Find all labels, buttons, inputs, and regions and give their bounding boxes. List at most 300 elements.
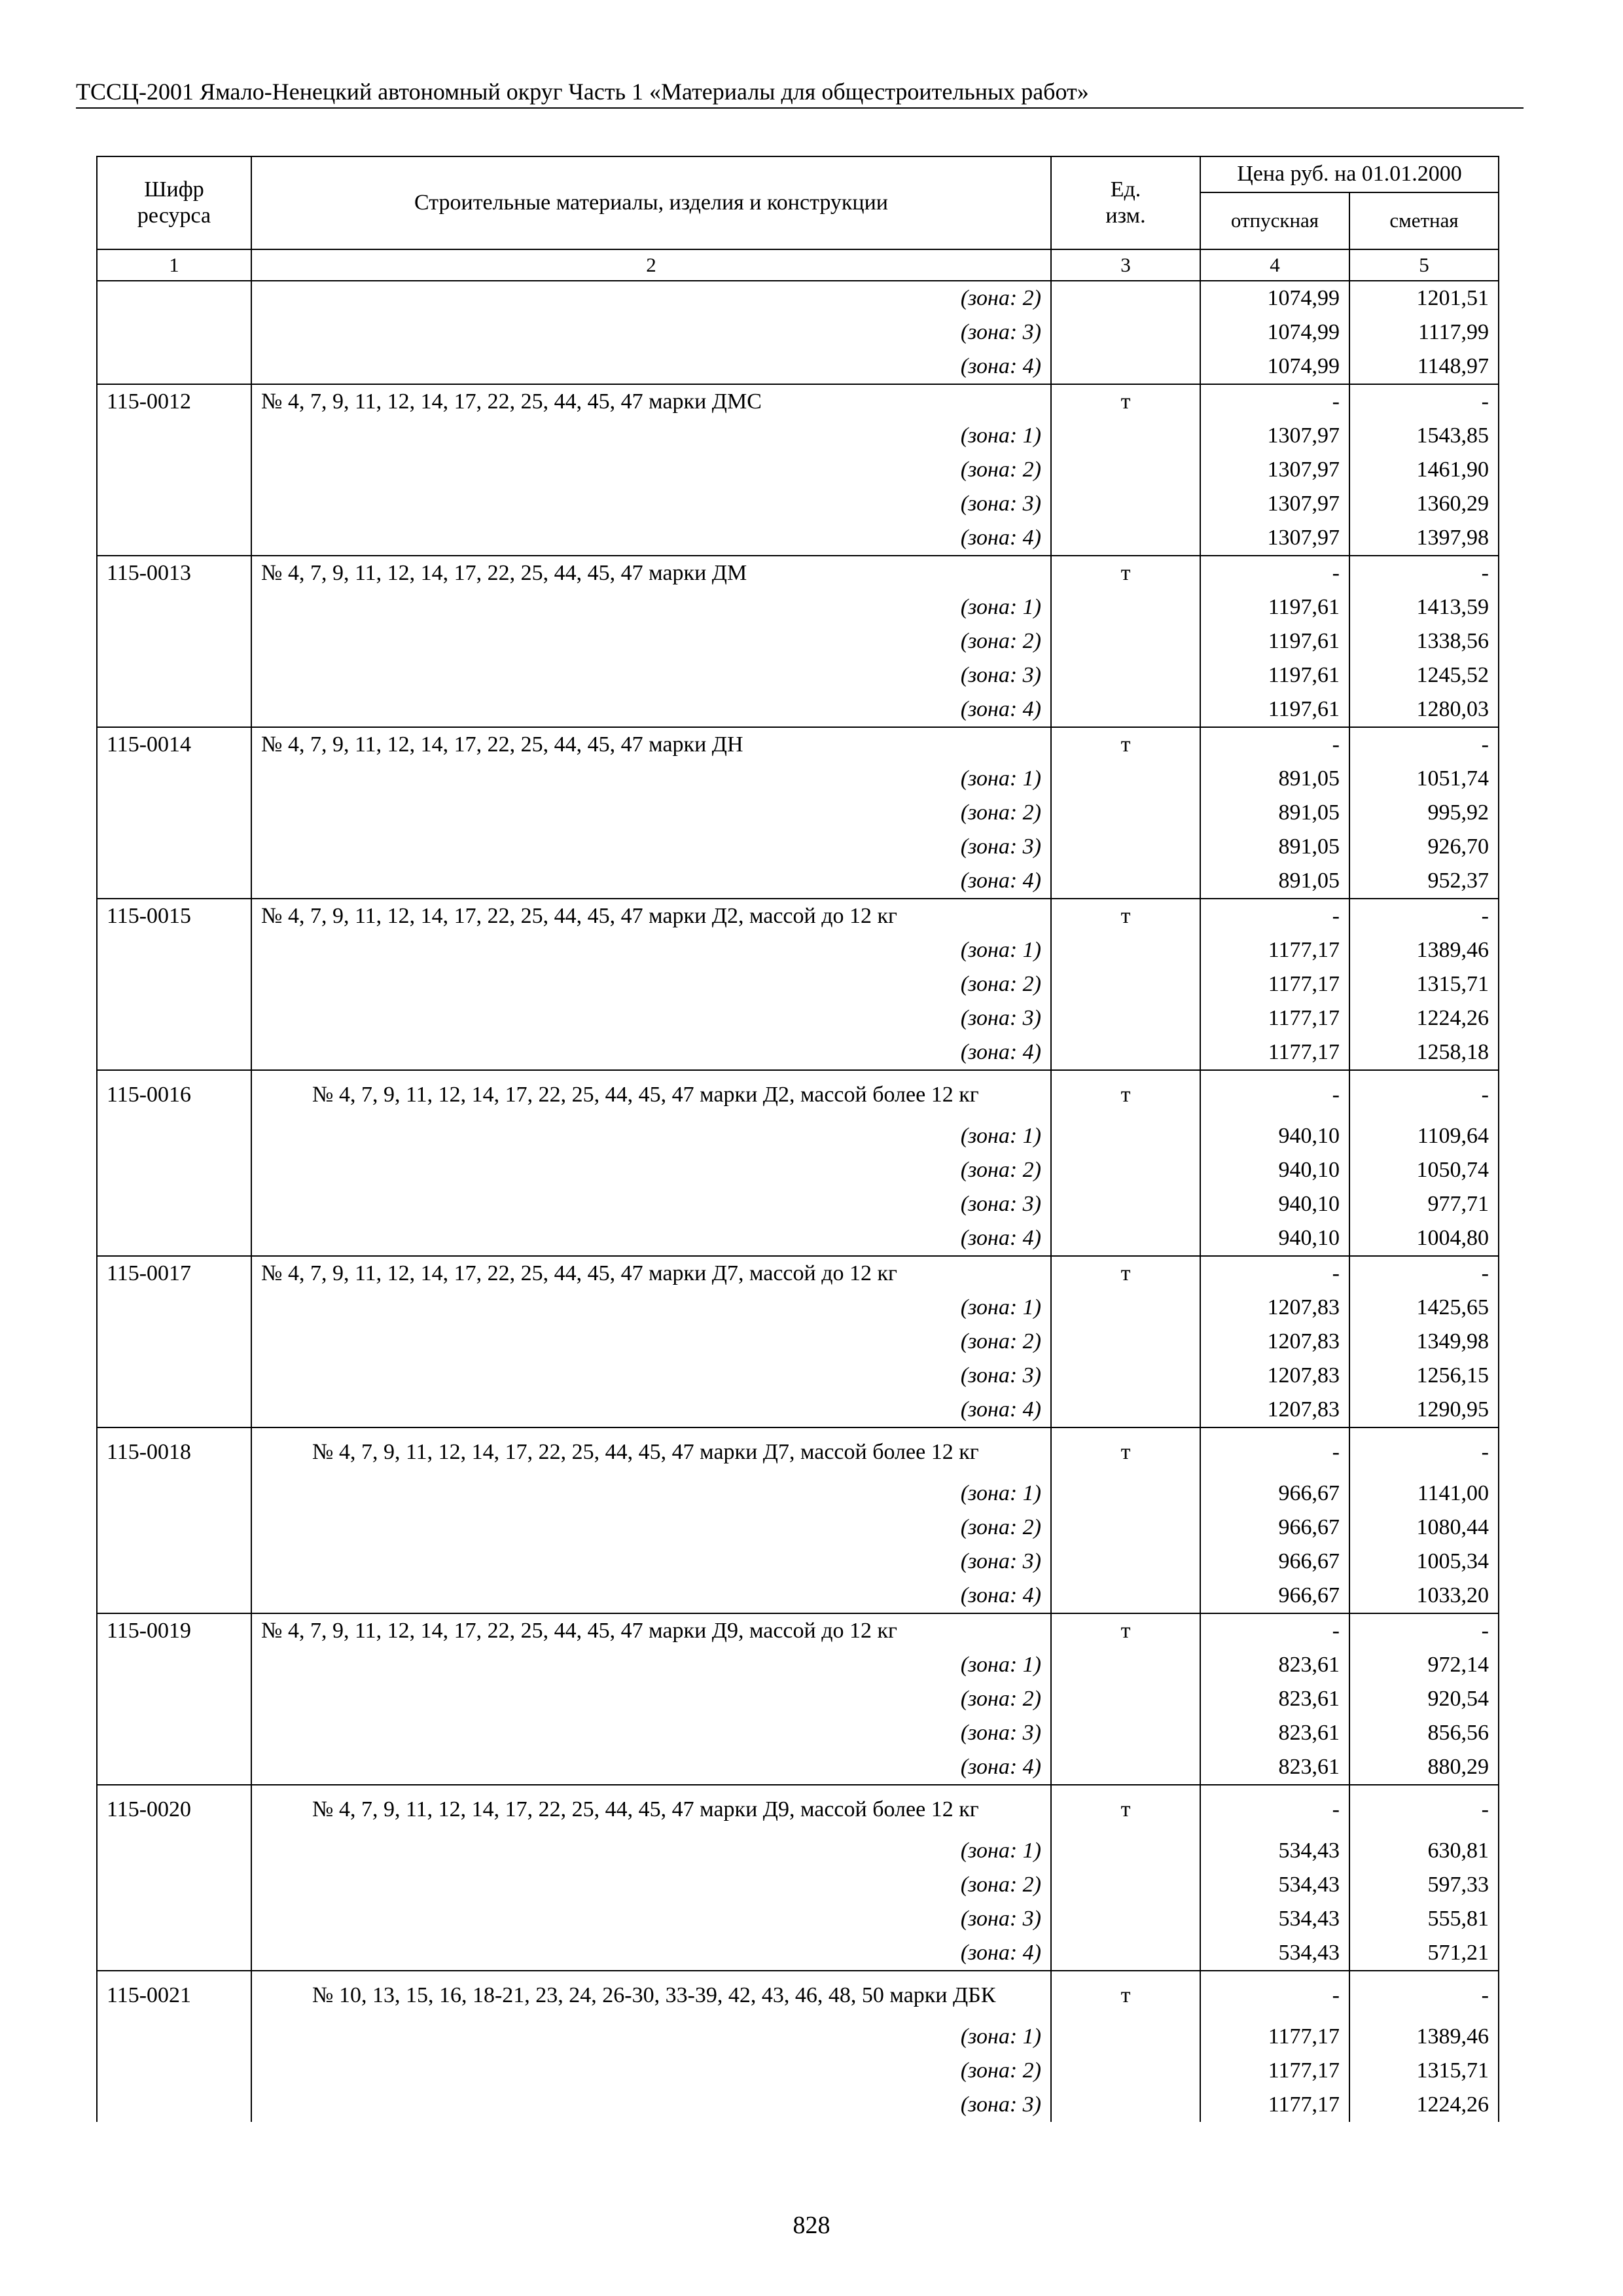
resource-code — [97, 1716, 251, 1750]
release-price: 940,10 — [1200, 1221, 1349, 1256]
unit-of-measure — [1051, 624, 1200, 658]
resource-code — [97, 1291, 251, 1325]
zone-label: (зона: 3) — [251, 1716, 1051, 1750]
zone-row — [97, 658, 1499, 692]
zone-row — [97, 1682, 1499, 1716]
resource-code — [97, 762, 251, 796]
estimate-price: - — [1349, 556, 1499, 590]
release-price: 891,05 — [1200, 762, 1349, 796]
release-price: 966,67 — [1200, 1545, 1349, 1579]
zone-row — [97, 692, 1499, 727]
zone-row — [97, 315, 1499, 350]
estimate-price: 920,54 — [1349, 1682, 1499, 1716]
zone-label: (зона: 3) — [251, 2088, 1051, 2122]
unit-of-measure: т — [1051, 727, 1200, 762]
zone-label: (зона: 4) — [251, 1750, 1051, 1785]
release-price: 1074,99 — [1200, 350, 1349, 384]
estimate-price: - — [1349, 899, 1499, 933]
zone-label: (зона: 3) — [251, 658, 1051, 692]
resource-code — [97, 1579, 251, 1613]
document-header: ТССЦ-2001 Ямало-Ненецкий автономный округ Часть 1 «Материалы для общестроительных работ» — [76, 79, 1089, 105]
resource-row — [97, 556, 1499, 590]
resource-code — [97, 2088, 251, 2122]
estimate-price: - — [1349, 1613, 1499, 1648]
resource-code: 115-0013 — [97, 556, 251, 590]
estimate-price: 1141,00 — [1349, 1477, 1499, 1511]
unit-of-measure — [1051, 1511, 1200, 1545]
estimate-price: 926,70 — [1349, 830, 1499, 864]
estimate-price: 995,92 — [1349, 796, 1499, 830]
estimate-price: 1050,74 — [1349, 1153, 1499, 1187]
zone-label: (зона: 3) — [251, 1545, 1051, 1579]
zone-row — [97, 2088, 1499, 2122]
header-rule — [76, 107, 1524, 109]
resource-code — [97, 315, 251, 350]
estimate-price: 972,14 — [1349, 1648, 1499, 1682]
unit-of-measure — [1051, 1035, 1200, 1070]
estimate-price: - — [1349, 1070, 1499, 1119]
release-price: 1207,83 — [1200, 1325, 1349, 1359]
unit-of-measure — [1051, 1936, 1200, 1971]
resource-name-text: № 4, 7, 9, 11, 12, 14, 17, 22, 25, 44, 45, 47 марки ДМС — [261, 389, 762, 414]
estimate-price: 977,71 — [1349, 1187, 1499, 1221]
unit-of-measure — [1051, 419, 1200, 453]
estimate-price: 1315,71 — [1349, 2054, 1499, 2088]
estimate-price: 1224,26 — [1349, 2088, 1499, 2122]
resource-name — [251, 1427, 1051, 1477]
zone-label: (зона: 3) — [251, 1359, 1051, 1393]
estimate-price: - — [1349, 1785, 1499, 1834]
zone-row — [97, 1834, 1499, 1868]
zone-label: (зона: 3) — [251, 1902, 1051, 1936]
price-table — [96, 156, 1499, 2122]
unit-of-measure: т — [1051, 1070, 1200, 1119]
estimate-price: 1315,71 — [1349, 967, 1499, 1001]
resource-name — [251, 1256, 1051, 1291]
resource-code — [97, 1119, 251, 1153]
zone-row — [97, 1579, 1499, 1613]
release-price: - — [1200, 1256, 1349, 1291]
zone-row — [97, 2054, 1499, 2088]
zone-label: (зона: 3) — [251, 830, 1051, 864]
unit-of-measure — [1051, 1393, 1200, 1427]
unit-of-measure — [1051, 1187, 1200, 1221]
zone-label: (зона: 1) — [251, 762, 1051, 796]
resource-name — [251, 556, 1051, 590]
estimate-price: 1080,44 — [1349, 1511, 1499, 1545]
zone-row — [97, 1001, 1499, 1035]
resource-name — [251, 384, 1051, 419]
zone-row — [97, 864, 1499, 899]
zone-label: (зона: 1) — [251, 2020, 1051, 2054]
resource-row — [97, 1427, 1499, 1477]
release-price: - — [1200, 384, 1349, 419]
zone-label: (зона: 1) — [251, 419, 1051, 453]
release-price: 534,43 — [1200, 1936, 1349, 1971]
column-number: 5 — [1349, 249, 1499, 281]
unit-of-measure — [1051, 1648, 1200, 1682]
resource-code: 115-0015 — [97, 899, 251, 933]
release-price: 534,43 — [1200, 1902, 1349, 1936]
unit-of-measure — [1051, 864, 1200, 899]
zone-label: (зона: 2) — [251, 1868, 1051, 1902]
zone-label: (зона: 1) — [251, 933, 1051, 967]
release-price: - — [1200, 556, 1349, 590]
release-price: 1177,17 — [1200, 933, 1349, 967]
unit-of-measure — [1051, 1477, 1200, 1511]
estimate-price: 1280,03 — [1349, 692, 1499, 727]
zone-row — [97, 2020, 1499, 2054]
unit-of-measure — [1051, 1545, 1200, 1579]
unit-of-measure — [1051, 1119, 1200, 1153]
zone-row — [97, 1187, 1499, 1221]
resource-row — [97, 1613, 1499, 1648]
zone-label: (зона: 2) — [251, 453, 1051, 487]
unit-of-measure — [1051, 2020, 1200, 2054]
unit-of-measure — [1051, 1868, 1200, 1902]
unit-of-measure — [1051, 2054, 1200, 2088]
estimate-price: 1349,98 — [1349, 1325, 1499, 1359]
unit-of-measure — [1051, 281, 1200, 315]
release-price: 1207,83 — [1200, 1291, 1349, 1325]
zone-row — [97, 1393, 1499, 1427]
zone-row — [97, 1545, 1499, 1579]
unit-of-measure — [1051, 796, 1200, 830]
unit-of-measure — [1051, 1359, 1200, 1393]
resource-code: 115-0020 — [97, 1785, 251, 1834]
column-number: 1 — [97, 249, 251, 281]
resource-code — [97, 830, 251, 864]
resource-code — [97, 1545, 251, 1579]
resource-row — [97, 384, 1499, 419]
estimate-price: 1413,59 — [1349, 590, 1499, 624]
release-price: 823,61 — [1200, 1716, 1349, 1750]
zone-row — [97, 933, 1499, 967]
release-price: 1307,97 — [1200, 521, 1349, 556]
estimate-price: 1397,98 — [1349, 521, 1499, 556]
resource-row — [97, 1070, 1499, 1119]
unit-of-measure — [1051, 1579, 1200, 1613]
release-price: 534,43 — [1200, 1868, 1349, 1902]
resource-code — [97, 1682, 251, 1716]
release-price: 891,05 — [1200, 830, 1349, 864]
estimate-price: - — [1349, 384, 1499, 419]
estimate-price: 952,37 — [1349, 864, 1499, 899]
zone-label: (зона: 3) — [251, 1187, 1051, 1221]
unit-of-measure — [1051, 315, 1200, 350]
estimate-price: 597,33 — [1349, 1868, 1499, 1902]
unit-of-measure: т — [1051, 556, 1200, 590]
estimate-price: 1543,85 — [1349, 419, 1499, 453]
resource-code: 115-0016 — [97, 1070, 251, 1119]
release-price: - — [1200, 1070, 1349, 1119]
resource-code — [97, 487, 251, 521]
column-number: 3 — [1051, 249, 1200, 281]
resource-code — [97, 281, 251, 315]
zone-label: (зона: 4) — [251, 864, 1051, 899]
column-header-code — [97, 156, 251, 249]
zone-row — [97, 796, 1499, 830]
release-price: 823,61 — [1200, 1648, 1349, 1682]
zone-label: (зона: 4) — [251, 1035, 1051, 1070]
zone-label: (зона: 4) — [251, 1393, 1051, 1427]
zone-row — [97, 419, 1499, 453]
unit-of-measure: т — [1051, 1427, 1200, 1477]
estimate-price: 571,21 — [1349, 1936, 1499, 1971]
column-header-code-label: Шифр ресурса — [137, 177, 211, 228]
release-price: - — [1200, 1971, 1349, 2020]
column-header-name: Строительные материалы, изделия и конструкции — [251, 156, 1051, 249]
resource-code — [97, 1477, 251, 1511]
zone-row — [97, 521, 1499, 556]
zone-row — [97, 1153, 1499, 1187]
release-price: - — [1200, 899, 1349, 933]
estimate-price: 1256,15 — [1349, 1359, 1499, 1393]
resource-code — [97, 419, 251, 453]
estimate-price: 1389,46 — [1349, 2020, 1499, 2054]
zone-row — [97, 967, 1499, 1001]
estimate-price: 1117,99 — [1349, 315, 1499, 350]
resource-code — [97, 1221, 251, 1256]
unit-of-measure — [1051, 1291, 1200, 1325]
zone-label: (зона: 2) — [251, 624, 1051, 658]
release-price: 940,10 — [1200, 1187, 1349, 1221]
unit-of-measure — [1051, 1001, 1200, 1035]
zone-label: (зона: 2) — [251, 967, 1051, 1001]
zone-label: (зона: 4) — [251, 521, 1051, 556]
zone-label: (зона: 1) — [251, 590, 1051, 624]
resource-code — [97, 2020, 251, 2054]
resource-code — [97, 1001, 251, 1035]
resource-code: 115-0017 — [97, 1256, 251, 1291]
estimate-price: 1224,26 — [1349, 1001, 1499, 1035]
resource-code — [97, 521, 251, 556]
resource-code — [97, 350, 251, 384]
zone-row — [97, 1291, 1499, 1325]
unit-of-measure: т — [1051, 1785, 1200, 1834]
resource-name — [251, 727, 1051, 762]
resource-code — [97, 624, 251, 658]
resource-code — [97, 1035, 251, 1070]
unit-of-measure — [1051, 521, 1200, 556]
unit-of-measure: т — [1051, 384, 1200, 419]
estimate-price: - — [1349, 727, 1499, 762]
unit-of-measure — [1051, 967, 1200, 1001]
unit-of-measure — [1051, 1682, 1200, 1716]
unit-of-measure: т — [1051, 1971, 1200, 2020]
resource-row — [97, 1256, 1499, 1291]
unit-of-measure — [1051, 933, 1200, 967]
zone-label: (зона: 2) — [251, 1153, 1051, 1187]
unit-of-measure — [1051, 487, 1200, 521]
resource-code — [97, 1902, 251, 1936]
release-price: 1307,97 — [1200, 419, 1349, 453]
zone-label: (зона: 3) — [251, 315, 1051, 350]
release-price: 966,67 — [1200, 1477, 1349, 1511]
unit-of-measure — [1051, 453, 1200, 487]
resource-code — [97, 1511, 251, 1545]
zone-label: (зона: 2) — [251, 281, 1051, 315]
resource-code — [97, 658, 251, 692]
resource-code: 115-0021 — [97, 1971, 251, 2020]
release-price: 1207,83 — [1200, 1393, 1349, 1427]
resource-name — [251, 1785, 1051, 1834]
estimate-price: 1245,52 — [1349, 658, 1499, 692]
zone-label: (зона: 4) — [251, 1221, 1051, 1256]
resource-code — [97, 864, 251, 899]
unit-of-measure — [1051, 350, 1200, 384]
estimate-price: 1360,29 — [1349, 487, 1499, 521]
zone-row — [97, 1648, 1499, 1682]
release-price: 1177,17 — [1200, 967, 1349, 1001]
zone-row — [97, 830, 1499, 864]
unit-of-measure — [1051, 1716, 1200, 1750]
column-header-unit — [1051, 156, 1200, 249]
zone-row — [97, 1359, 1499, 1393]
release-price: - — [1200, 1613, 1349, 1648]
zone-label: (зона: 2) — [251, 1511, 1051, 1545]
column-header-estimate: сметная — [1349, 192, 1499, 249]
column-header-release: отпускная — [1200, 192, 1349, 249]
release-price: 1197,61 — [1200, 590, 1349, 624]
release-price: 891,05 — [1200, 796, 1349, 830]
resource-code — [97, 1750, 251, 1785]
unit-of-measure — [1051, 1325, 1200, 1359]
release-price: 1177,17 — [1200, 2088, 1349, 2122]
resource-code — [97, 1936, 251, 1971]
resource-code — [97, 933, 251, 967]
resource-code: 115-0018 — [97, 1427, 251, 1477]
estimate-price: 1148,97 — [1349, 350, 1499, 384]
zone-label: (зона: 2) — [251, 1325, 1051, 1359]
zone-row — [97, 281, 1499, 315]
resource-code — [97, 1325, 251, 1359]
zone-row — [97, 1902, 1499, 1936]
resource-name — [251, 1971, 1051, 2020]
release-price: 823,61 — [1200, 1750, 1349, 1785]
release-price: 1307,97 — [1200, 453, 1349, 487]
resource-code — [97, 967, 251, 1001]
unit-of-measure — [1051, 692, 1200, 727]
estimate-price: 1389,46 — [1349, 933, 1499, 967]
resource-code — [97, 1153, 251, 1187]
resource-code — [97, 453, 251, 487]
release-price: 940,10 — [1200, 1119, 1349, 1153]
column-number-row — [97, 249, 1499, 281]
resource-code — [97, 1648, 251, 1682]
unit-of-measure — [1051, 590, 1200, 624]
resource-name — [251, 899, 1051, 933]
column-number: 2 — [251, 249, 1051, 281]
release-price: 1074,99 — [1200, 281, 1349, 315]
zone-label: (зона: 4) — [251, 1936, 1051, 1971]
release-price: - — [1200, 727, 1349, 762]
unit-of-measure: т — [1051, 899, 1200, 933]
release-price: 891,05 — [1200, 864, 1349, 899]
table-body — [97, 281, 1499, 2122]
release-price: 966,67 — [1200, 1579, 1349, 1613]
zone-row — [97, 1750, 1499, 1785]
estimate-price: 1461,90 — [1349, 453, 1499, 487]
resource-row — [97, 899, 1499, 933]
resource-name-text: № 4, 7, 9, 11, 12, 14, 17, 22, 25, 44, 45, 47 марки ДН — [261, 732, 743, 757]
page-number: 828 — [793, 2212, 830, 2239]
zone-label: (зона: 1) — [251, 1477, 1051, 1511]
resource-name-text: № 10, 13, 15, 16, 18-21, 23, 24, 26-30, 33-39, 42, 43, 46, 48, 50 марки ДБК — [312, 1983, 996, 2007]
column-header-price-group: Цена руб. на 01.01.2000 — [1200, 156, 1499, 192]
release-price: 940,10 — [1200, 1153, 1349, 1187]
estimate-price: 1033,20 — [1349, 1579, 1499, 1613]
release-price: 1177,17 — [1200, 2054, 1349, 2088]
release-price: 1307,97 — [1200, 487, 1349, 521]
release-price: 823,61 — [1200, 1682, 1349, 1716]
estimate-price: 1005,34 — [1349, 1545, 1499, 1579]
zone-row — [97, 762, 1499, 796]
zone-row — [97, 1868, 1499, 1902]
release-price: 1177,17 — [1200, 1035, 1349, 1070]
unit-of-measure — [1051, 762, 1200, 796]
resource-row — [97, 1785, 1499, 1834]
zone-row — [97, 1325, 1499, 1359]
resource-code — [97, 1868, 251, 1902]
estimate-price: 1004,80 — [1349, 1221, 1499, 1256]
resource-name-text: № 4, 7, 9, 11, 12, 14, 17, 22, 25, 44, 45, 47 марки Д7, массой до 12 кг — [261, 1261, 897, 1285]
zone-label: (зона: 1) — [251, 1648, 1051, 1682]
resource-code — [97, 692, 251, 727]
resource-row — [97, 1971, 1499, 2020]
zone-label: (зона: 3) — [251, 487, 1051, 521]
estimate-price: 1051,74 — [1349, 762, 1499, 796]
zone-label: (зона: 1) — [251, 1834, 1051, 1868]
unit-of-measure — [1051, 2088, 1200, 2122]
release-price: - — [1200, 1785, 1349, 1834]
zone-label: (зона: 4) — [251, 1579, 1051, 1613]
zone-label: (зона: 4) — [251, 350, 1051, 384]
unit-of-measure — [1051, 1834, 1200, 1868]
resource-name-text: № 4, 7, 9, 11, 12, 14, 17, 22, 25, 44, 45, 47 марки Д9, массой более 12 кг — [312, 1797, 979, 1821]
estimate-price: 630,81 — [1349, 1834, 1499, 1868]
zone-row — [97, 1511, 1499, 1545]
release-price: 534,43 — [1200, 1834, 1349, 1868]
resource-code — [97, 2054, 251, 2088]
unit-of-measure: т — [1051, 1256, 1200, 1291]
estimate-price: - — [1349, 1256, 1499, 1291]
resource-name-text: № 4, 7, 9, 11, 12, 14, 17, 22, 25, 44, 45, 47 марки Д2, массой более 12 кг — [312, 1083, 979, 1107]
release-price: 1207,83 — [1200, 1359, 1349, 1393]
resource-code: 115-0012 — [97, 384, 251, 419]
release-price: 1177,17 — [1200, 2020, 1349, 2054]
unit-of-measure — [1051, 1750, 1200, 1785]
resource-name-text: № 4, 7, 9, 11, 12, 14, 17, 22, 25, 44, 45, 47 марки Д7, массой более 12 кг — [312, 1440, 979, 1464]
zone-row — [97, 453, 1499, 487]
resource-name-text: № 4, 7, 9, 11, 12, 14, 17, 22, 25, 44, 45, 47 марки Д2, массой до 12 кг — [261, 904, 897, 928]
zone-label: (зона: 3) — [251, 1001, 1051, 1035]
zone-label: (зона: 2) — [251, 796, 1051, 830]
resource-name-text: № 4, 7, 9, 11, 12, 14, 17, 22, 25, 44, 45, 47 марки Д9, массой до 12 кг — [261, 1619, 897, 1643]
zone-row — [97, 1221, 1499, 1256]
release-price: 1074,99 — [1200, 315, 1349, 350]
release-price: 1197,61 — [1200, 658, 1349, 692]
zone-row — [97, 487, 1499, 521]
release-price: 966,67 — [1200, 1511, 1349, 1545]
resource-name — [251, 1613, 1051, 1648]
zone-label: (зона: 2) — [251, 2054, 1051, 2088]
resource-code: 115-0019 — [97, 1613, 251, 1648]
estimate-price: 1258,18 — [1349, 1035, 1499, 1070]
resource-code: 115-0014 — [97, 727, 251, 762]
zone-row — [97, 1035, 1499, 1070]
estimate-price: 1338,56 — [1349, 624, 1499, 658]
